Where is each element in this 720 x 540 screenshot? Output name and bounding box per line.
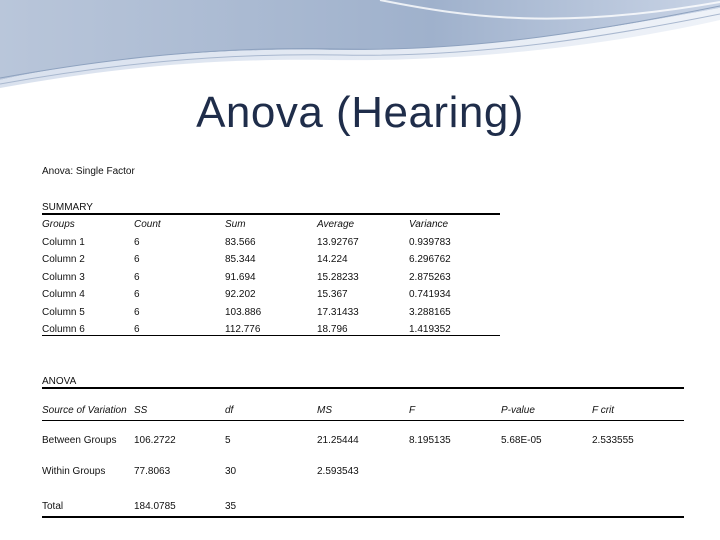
summary-cell: 3.288165 <box>409 306 451 318</box>
anova-cell <box>317 487 409 525</box>
anova-header-cell: F crit <box>592 405 615 417</box>
summary-cell: 15.367 <box>317 289 348 301</box>
summary-header-cell: Variance <box>409 219 449 231</box>
anova-header-cell: F <box>409 405 416 417</box>
summary-cell: 6 <box>134 254 140 266</box>
summary-cell: Column 1 <box>42 236 85 248</box>
summary-cell: Column 3 <box>42 271 85 283</box>
anova-cell: 5 <box>225 435 231 446</box>
summary-cell: Column 4 <box>42 289 85 301</box>
summary-cell: 18.796 <box>317 324 348 336</box>
summary-cell: 103.886 <box>225 306 262 318</box>
anova-cell <box>409 487 501 525</box>
summary-cell: 13.92767 <box>317 236 359 248</box>
anova-cell: 35 <box>225 500 237 512</box>
anova-cell <box>501 456 592 487</box>
summary-header-cell: Sum <box>225 219 246 231</box>
summary-label: SUMMARY <box>42 202 93 213</box>
anova-cell: 5.68E-05 <box>501 435 542 446</box>
anova-cell: 106.2722 <box>134 435 176 446</box>
anova-cell <box>409 456 501 487</box>
summary-cell: 91.694 <box>225 271 256 283</box>
anova-header-cell: df <box>225 405 234 417</box>
anova-top-rule <box>42 387 684 389</box>
anova-cell: Total <box>42 500 64 512</box>
anova-cell: Between Groups <box>42 435 117 446</box>
summary-table <box>42 216 500 339</box>
anova-cell: 2.593543 <box>317 466 359 477</box>
summary-cell: 1.419352 <box>409 324 451 336</box>
anova-label: ANOVA <box>42 376 77 387</box>
anova-cell: 8.195135 <box>409 435 451 446</box>
summary-cell: 6 <box>134 271 140 283</box>
summary-cell: 17.31433 <box>317 306 359 318</box>
summary-top-rule <box>42 213 500 215</box>
summary-cell: 2.875263 <box>409 271 451 283</box>
anova-table <box>42 402 684 525</box>
slide-title: Anova (Hearing) <box>196 88 524 137</box>
summary-cell: 92.202 <box>225 289 256 301</box>
summary-row <box>42 251 500 269</box>
anova-cell: 184.0785 <box>134 500 176 512</box>
anova-row <box>42 456 684 487</box>
summary-header-cell: Groups <box>42 219 75 231</box>
summary-cell: 15.28233 <box>317 271 359 283</box>
summary-cell: 6 <box>134 289 140 301</box>
summary-row <box>42 234 500 252</box>
header-swoosh-decoration <box>0 0 720 90</box>
anova-cell <box>592 487 684 525</box>
anova-header-cell: MS <box>317 405 332 417</box>
anova-cell: 77.8063 <box>134 466 171 477</box>
summary-cell: 6 <box>134 236 140 248</box>
summary-cell: 0.939783 <box>409 236 451 248</box>
anova-header-row <box>42 402 684 420</box>
anova-bottom-rule <box>42 516 684 518</box>
summary-header-row <box>42 216 500 234</box>
anova-cell: Within Groups <box>42 466 106 477</box>
anova-header-cell: SS <box>134 405 148 417</box>
anova-header-cell: P-value <box>501 405 535 417</box>
summary-row <box>42 304 500 322</box>
anova-cell <box>501 487 592 525</box>
anova-cell: 21.25444 <box>317 435 359 446</box>
summary-header-cell: Average <box>317 219 355 231</box>
summary-cell: Column 5 <box>42 306 85 318</box>
anova-cell: 30 <box>225 466 237 477</box>
summary-cell: 6 <box>134 324 140 336</box>
analysis-subtitle: Anova: Single Factor <box>42 166 135 177</box>
summary-row <box>42 286 500 304</box>
anova-cell <box>592 456 684 487</box>
summary-header-cell: Count <box>134 219 161 231</box>
summary-cell: 85.344 <box>225 254 256 266</box>
anova-row <box>42 425 684 456</box>
summary-cell: 6.296762 <box>409 254 451 266</box>
summary-cell: 0.741934 <box>409 289 451 301</box>
summary-cell: 83.566 <box>225 236 256 248</box>
anova-header-cell: Source of Variation <box>42 405 127 417</box>
summary-row <box>42 269 500 287</box>
summary-cell: 14.224 <box>317 254 348 266</box>
summary-cell: 112.776 <box>225 324 261 336</box>
anova-row <box>42 487 684 525</box>
summary-cell: Column 6 <box>42 324 85 336</box>
summary-cell: 6 <box>134 306 140 318</box>
anova-cell: 2.533555 <box>592 435 634 446</box>
summary-cell: Column 2 <box>42 254 85 266</box>
summary-bottom-rule <box>42 335 500 336</box>
